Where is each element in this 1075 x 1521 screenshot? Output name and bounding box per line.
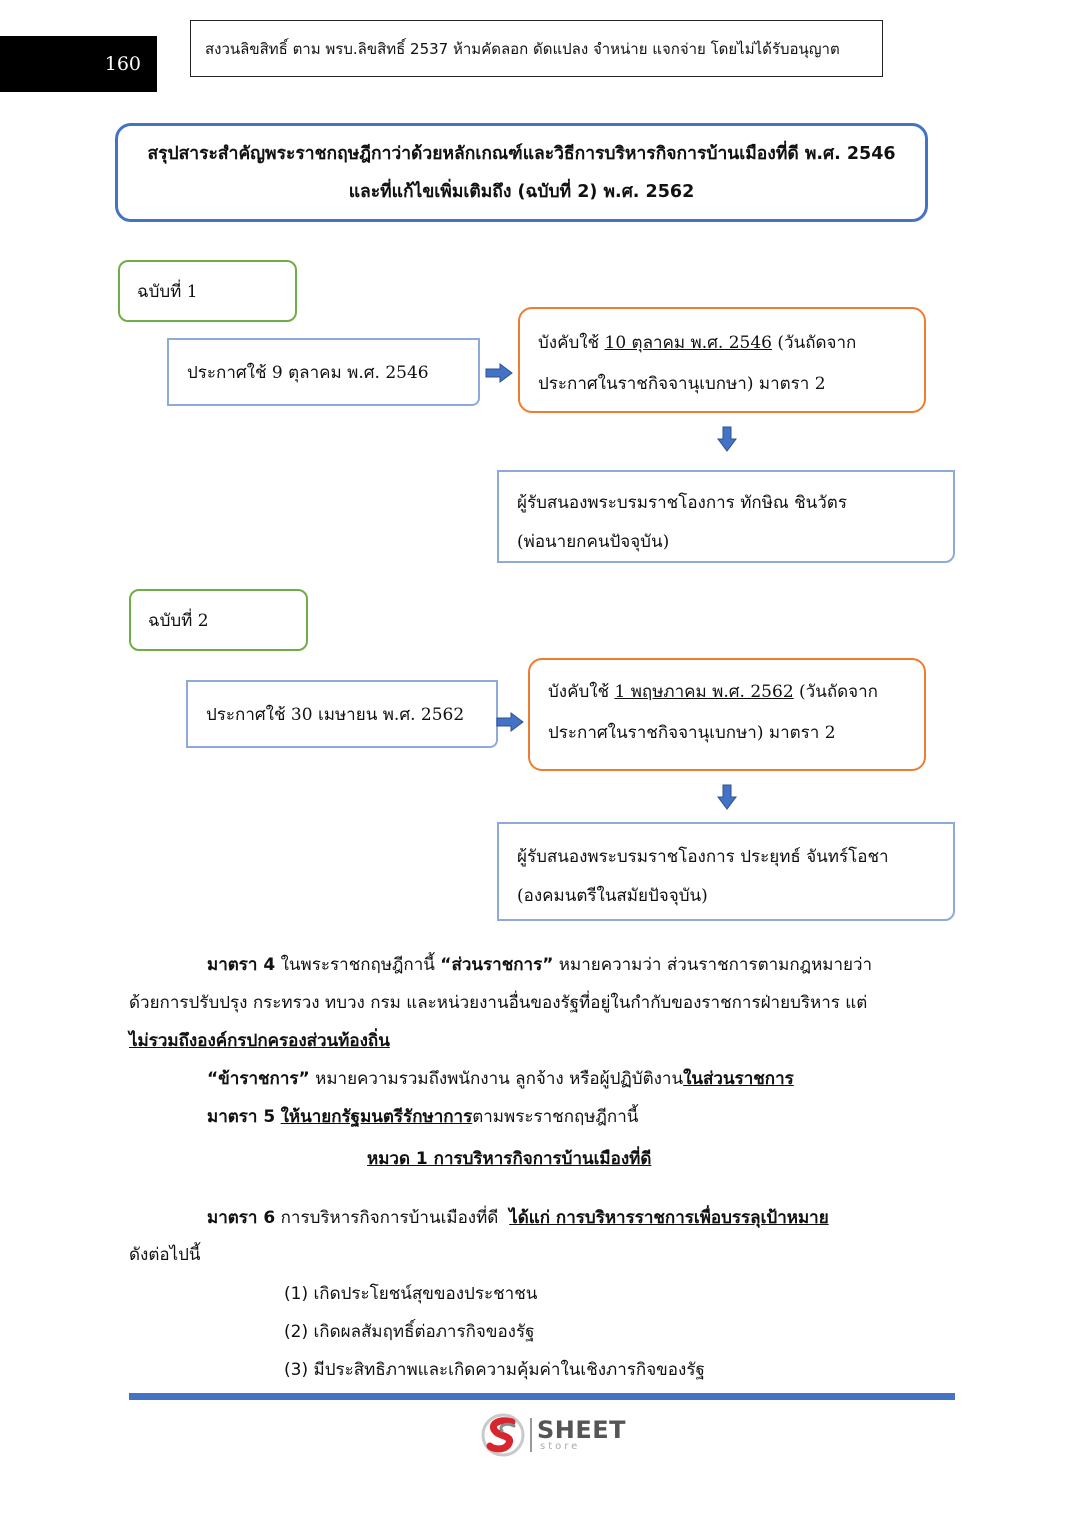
title-line-1: สรุปสาระสำคัญพระราชกฤษฎีกาว่าด้วยหลักเกณฑ์และวิธีการบริหารกิจการบ้านเมืองที่ดี พ.ศ. 2546 [147, 143, 896, 164]
section-4-exclusion: ไม่รวมถึงองค์กรปกครองส่วนท้องถิ่น [129, 1031, 390, 1051]
logo-divider [530, 1418, 532, 1452]
section-4-line-2: ด้วยการปรับปรุง กระทรวง ทบวง กรม และหน่วยงานอื่นของรัฐที่อยู่ในกำกับของราชการฝ่ายบริหาร แต่ [129, 993, 868, 1013]
section-6-number: มาตรา 6 [207, 1208, 276, 1228]
document-title [115, 123, 928, 222]
section-5-caretaker: ให้นายกรัฐมนตรีรักษาการ [280, 1107, 473, 1127]
goal-item-3: (3) มีประสิทธิภาพและเกิดความคุ้มค่าในเชิงภารกิจของรัฐ [284, 1360, 705, 1380]
section-4-number: มาตรา 4 [207, 955, 276, 975]
version-1-effective [518, 307, 926, 413]
responsible-line-2: (องคมนตรีในสมัยปัจจุบัน) [517, 886, 708, 906]
version-1-label: ฉบับที่ 1 [118, 260, 297, 322]
down-arrow-icon [717, 784, 737, 810]
title-line-2: และที่แก้ไขเพิ่มเติมถึง (ฉบับที่ 2) พ.ศ. 2562 [348, 181, 695, 202]
section-6-goal: ได้แก่ การบริหารราชการเพื่อบรรลุเป้าหมาย [509, 1208, 829, 1228]
section-6-paragraph [207, 1204, 829, 1231]
term-civil-servant: “ข้าราชการ” [207, 1069, 310, 1089]
effective-line-2: ประกาศในราชกิจจานุเบกษา) มาตรา 2 [548, 723, 836, 743]
sheet-store-logo-icon [480, 1412, 526, 1458]
effective-line-2: ประกาศในราชกิจจานุเบกษา) มาตรา 2 [538, 374, 826, 394]
responsible-line-2: (พ่อนายกคนปัจจุบัน) [517, 532, 670, 552]
effective-date: 10 ตุลาคม พ.ศ. 2546 [604, 333, 772, 353]
effective-line-1 [548, 672, 906, 713]
logo-subtitle: store [540, 1441, 581, 1452]
responsible-line-1: ผู้รับสนองพระบรมราชโองการ ประยุทธ์ จันทร์โอชา [517, 847, 889, 867]
goal-item-2: (2) เกิดผลสัมฤทธิ์ต่อภารกิจของรัฐ [284, 1322, 535, 1342]
section-5-number: มาตรา 5 [207, 1107, 276, 1127]
right-arrow-icon [496, 712, 524, 732]
effective-suffix: (วันถัดจาก [772, 333, 857, 353]
section-5-paragraph [207, 1103, 638, 1130]
effective-date: 1 พฤษภาคม พ.ศ. 2562 [614, 682, 794, 702]
goal-item-1: (1) เกิดประโยชน์สุขของประชาชน [284, 1284, 538, 1304]
chapter-heading: หมวด 1 การบริหารกิจการบ้านเมืองที่ดี [367, 1149, 652, 1169]
section-4-intro: ในพระราชกฤษฎีกานี้ [275, 955, 441, 975]
copyright-notice: สงวนลิขสิทธิ์ ตาม พรบ.ลิขสิทธิ์ 2537 ห้ามคัดลอก ดัดแปลง จำหน่าย แจกจ่าย โดยไม่ได้รับอนุญาต [190, 20, 883, 77]
section-4-definition: หมายความว่า ส่วนราชการตามกฎหมายว่า [553, 955, 873, 975]
section-6-line-2: ดังต่อไปนี้ [129, 1245, 201, 1265]
effective-suffix: (วันถัดจาก [793, 682, 878, 702]
version-2-label: ฉบับที่ 2 [129, 589, 308, 651]
version-2-responsible [497, 822, 955, 921]
right-arrow-icon [485, 363, 513, 383]
sheet-store-logo [480, 1412, 630, 1458]
section-5-text: ตามพระราชกฤษฎีกานี้ [472, 1107, 639, 1127]
civil-servant-scope: ในส่วนราชการ [683, 1069, 794, 1089]
page-number: 160 [0, 36, 157, 92]
effective-prefix: บังคับใช้ [548, 682, 615, 702]
effective-line-1 [538, 323, 906, 364]
version-1-responsible [497, 470, 955, 563]
section-6-text: การบริหารกิจการบ้านเมืองที่ดี [275, 1208, 504, 1228]
footer-rule [129, 1393, 955, 1400]
section-4-paragraph [207, 951, 872, 978]
version-2-announced: ประกาศใช้ 30 เมษายน พ.ศ. 2562 [186, 680, 498, 748]
effective-prefix: บังคับใช้ [538, 333, 605, 353]
term-government-agency: “ส่วนราชการ” [440, 955, 554, 975]
responsible-line-1: ผู้รับสนองพระบรมราชโองการ ทักษิณ ชินวัตร [517, 493, 847, 513]
civil-servant-text: หมายความรวมถึงพนักงาน ลูกจ้าง หรือผู้ปฏิบัติงาน [309, 1069, 684, 1089]
civil-servant-definition [207, 1065, 794, 1092]
down-arrow-icon [717, 426, 737, 452]
version-2-effective [528, 658, 926, 771]
version-1-announced: ประกาศใช้ 9 ตุลาคม พ.ศ. 2546 [167, 338, 480, 406]
logo-wordmark: SHEET [537, 1416, 627, 1444]
